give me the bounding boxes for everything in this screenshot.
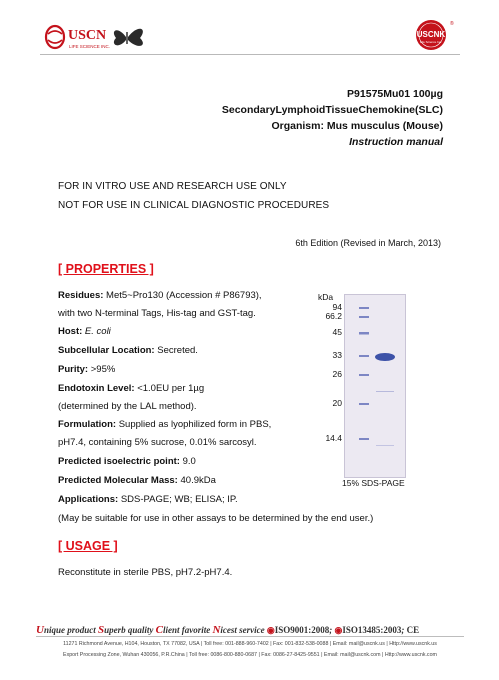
gel-caption: 15% SDS-PAGE: [342, 478, 405, 488]
butterfly-icon: [114, 29, 143, 46]
subcellular-line: Subcellular Location: Secreted.: [58, 345, 198, 356]
footer-divider: [36, 636, 464, 637]
purity-line: Purity: >95%: [58, 364, 116, 375]
uscnk-logo: [404, 18, 458, 52]
gel-unit-label: kDa: [318, 292, 334, 302]
iso-icon: ◉: [266, 625, 275, 635]
uscn-logo: [44, 22, 156, 52]
applications-line: Applications: SDS-PAGE; WB; ELISA; IP.: [58, 494, 238, 505]
marker-45: 45: [332, 327, 342, 337]
svg-text:LIFE SCIENCE INC.: LIFE SCIENCE INC.: [69, 44, 111, 49]
edition-note: 6th Edition (Revised in March, 2013): [295, 238, 441, 248]
residues-cont: with two N-terminal Tags, His-tag and GST-tag.: [58, 308, 256, 319]
svg-text:USCN: USCN: [68, 28, 107, 43]
marker-33: 33: [332, 350, 342, 360]
marker-20: 20: [332, 398, 342, 408]
address-us: 11271 Richmond Avenue, H104, Houston, TX 77082, USA | Toll free: 001-888-960-7402 | Fax: 001-832-538-0088 | Email: mail@uscnk.us | Http://www.uscnk.us: [63, 641, 437, 647]
formulation-cont: pH7.4, containing 5% sucrose, 0.01% sarcosyl.: [58, 437, 257, 448]
clinical-use-notice: NOT FOR USE IN CLINICAL DIAGNOSTIC PROCEDURES: [58, 200, 330, 211]
research-use-notice: FOR IN VITRO USE AND RESEARCH USE ONLY: [58, 181, 287, 192]
formulation-line: Formulation: Supplied as lyophilized form in PBS,: [58, 419, 272, 430]
ladder-band: [359, 374, 369, 376]
svg-text:Life Science Inc.: Life Science Inc.: [419, 40, 443, 44]
title-block: [222, 86, 443, 150]
properties-heading: [ PROPERTIES ]: [58, 262, 154, 276]
isoelectric-line: Predicted isoelectric point: 9.0: [58, 456, 196, 467]
ladder-band: [359, 438, 369, 440]
endotoxin-line: Endotoxin Level: <1.0EU per 1µg: [58, 383, 205, 394]
ladder-band: [359, 355, 369, 357]
ladder-band: [359, 332, 369, 335]
usage-heading: [ USAGE ]: [58, 539, 118, 553]
organism: Organism: Mus musculus (Mouse): [271, 120, 443, 132]
uscn-mark-icon: [46, 26, 64, 48]
host-line: Host: E. coli: [58, 326, 111, 337]
ce-mark: CE: [406, 625, 420, 635]
iso-icon: ◉: [334, 625, 343, 635]
ladder-band: [359, 316, 369, 318]
faint-band: [376, 445, 394, 446]
product-name: SecondaryLymphoidTissueChemokine(SLC): [221, 104, 443, 116]
svg-text:®: ®: [450, 21, 454, 27]
gel-image: [344, 294, 406, 478]
endotoxin-cont: (determined by the LAL method).: [58, 401, 197, 412]
ladder-band: [359, 307, 369, 309]
svg-text:USCNK: USCNK: [416, 30, 446, 39]
marker-66: 66.2: [325, 311, 342, 321]
marker-26: 26: [332, 369, 342, 379]
address-china: Export Processing Zone, Wuhan 430056, P.R.China | Toll free: 0086-800-880-0687 | Fax: 0086-27-8425-9551 | Email: mail@uscnk.com | Http://www.uscnk.com: [63, 652, 437, 658]
footer-slogan: Unique product Superb quality Client favorite Nicest service ◉ISO9001:2008; ◉ISO13485:2003; CE: [36, 624, 420, 636]
faint-band: [376, 391, 394, 392]
manual-title: Instruction manual: [349, 136, 443, 148]
catalog-number: P91575Mu01 100µg: [347, 88, 443, 100]
marker-94: 94: [332, 302, 342, 312]
header-divider: [40, 54, 460, 55]
applications-note: (May be suitable for use in other assays to be determined by the end user.): [58, 513, 374, 524]
sample-band: [375, 353, 395, 361]
usage-text: Reconstitute in sterile PBS, pH7.2-pH7.4.: [58, 567, 233, 578]
molecular-mass-line: Predicted Molecular Mass: 40.9kDa: [58, 475, 216, 486]
residues-line: Residues: Met5~Pro130 (Accession # P86793),: [58, 290, 262, 301]
ladder-band: [359, 403, 369, 405]
marker-14: 14.4: [325, 433, 342, 443]
